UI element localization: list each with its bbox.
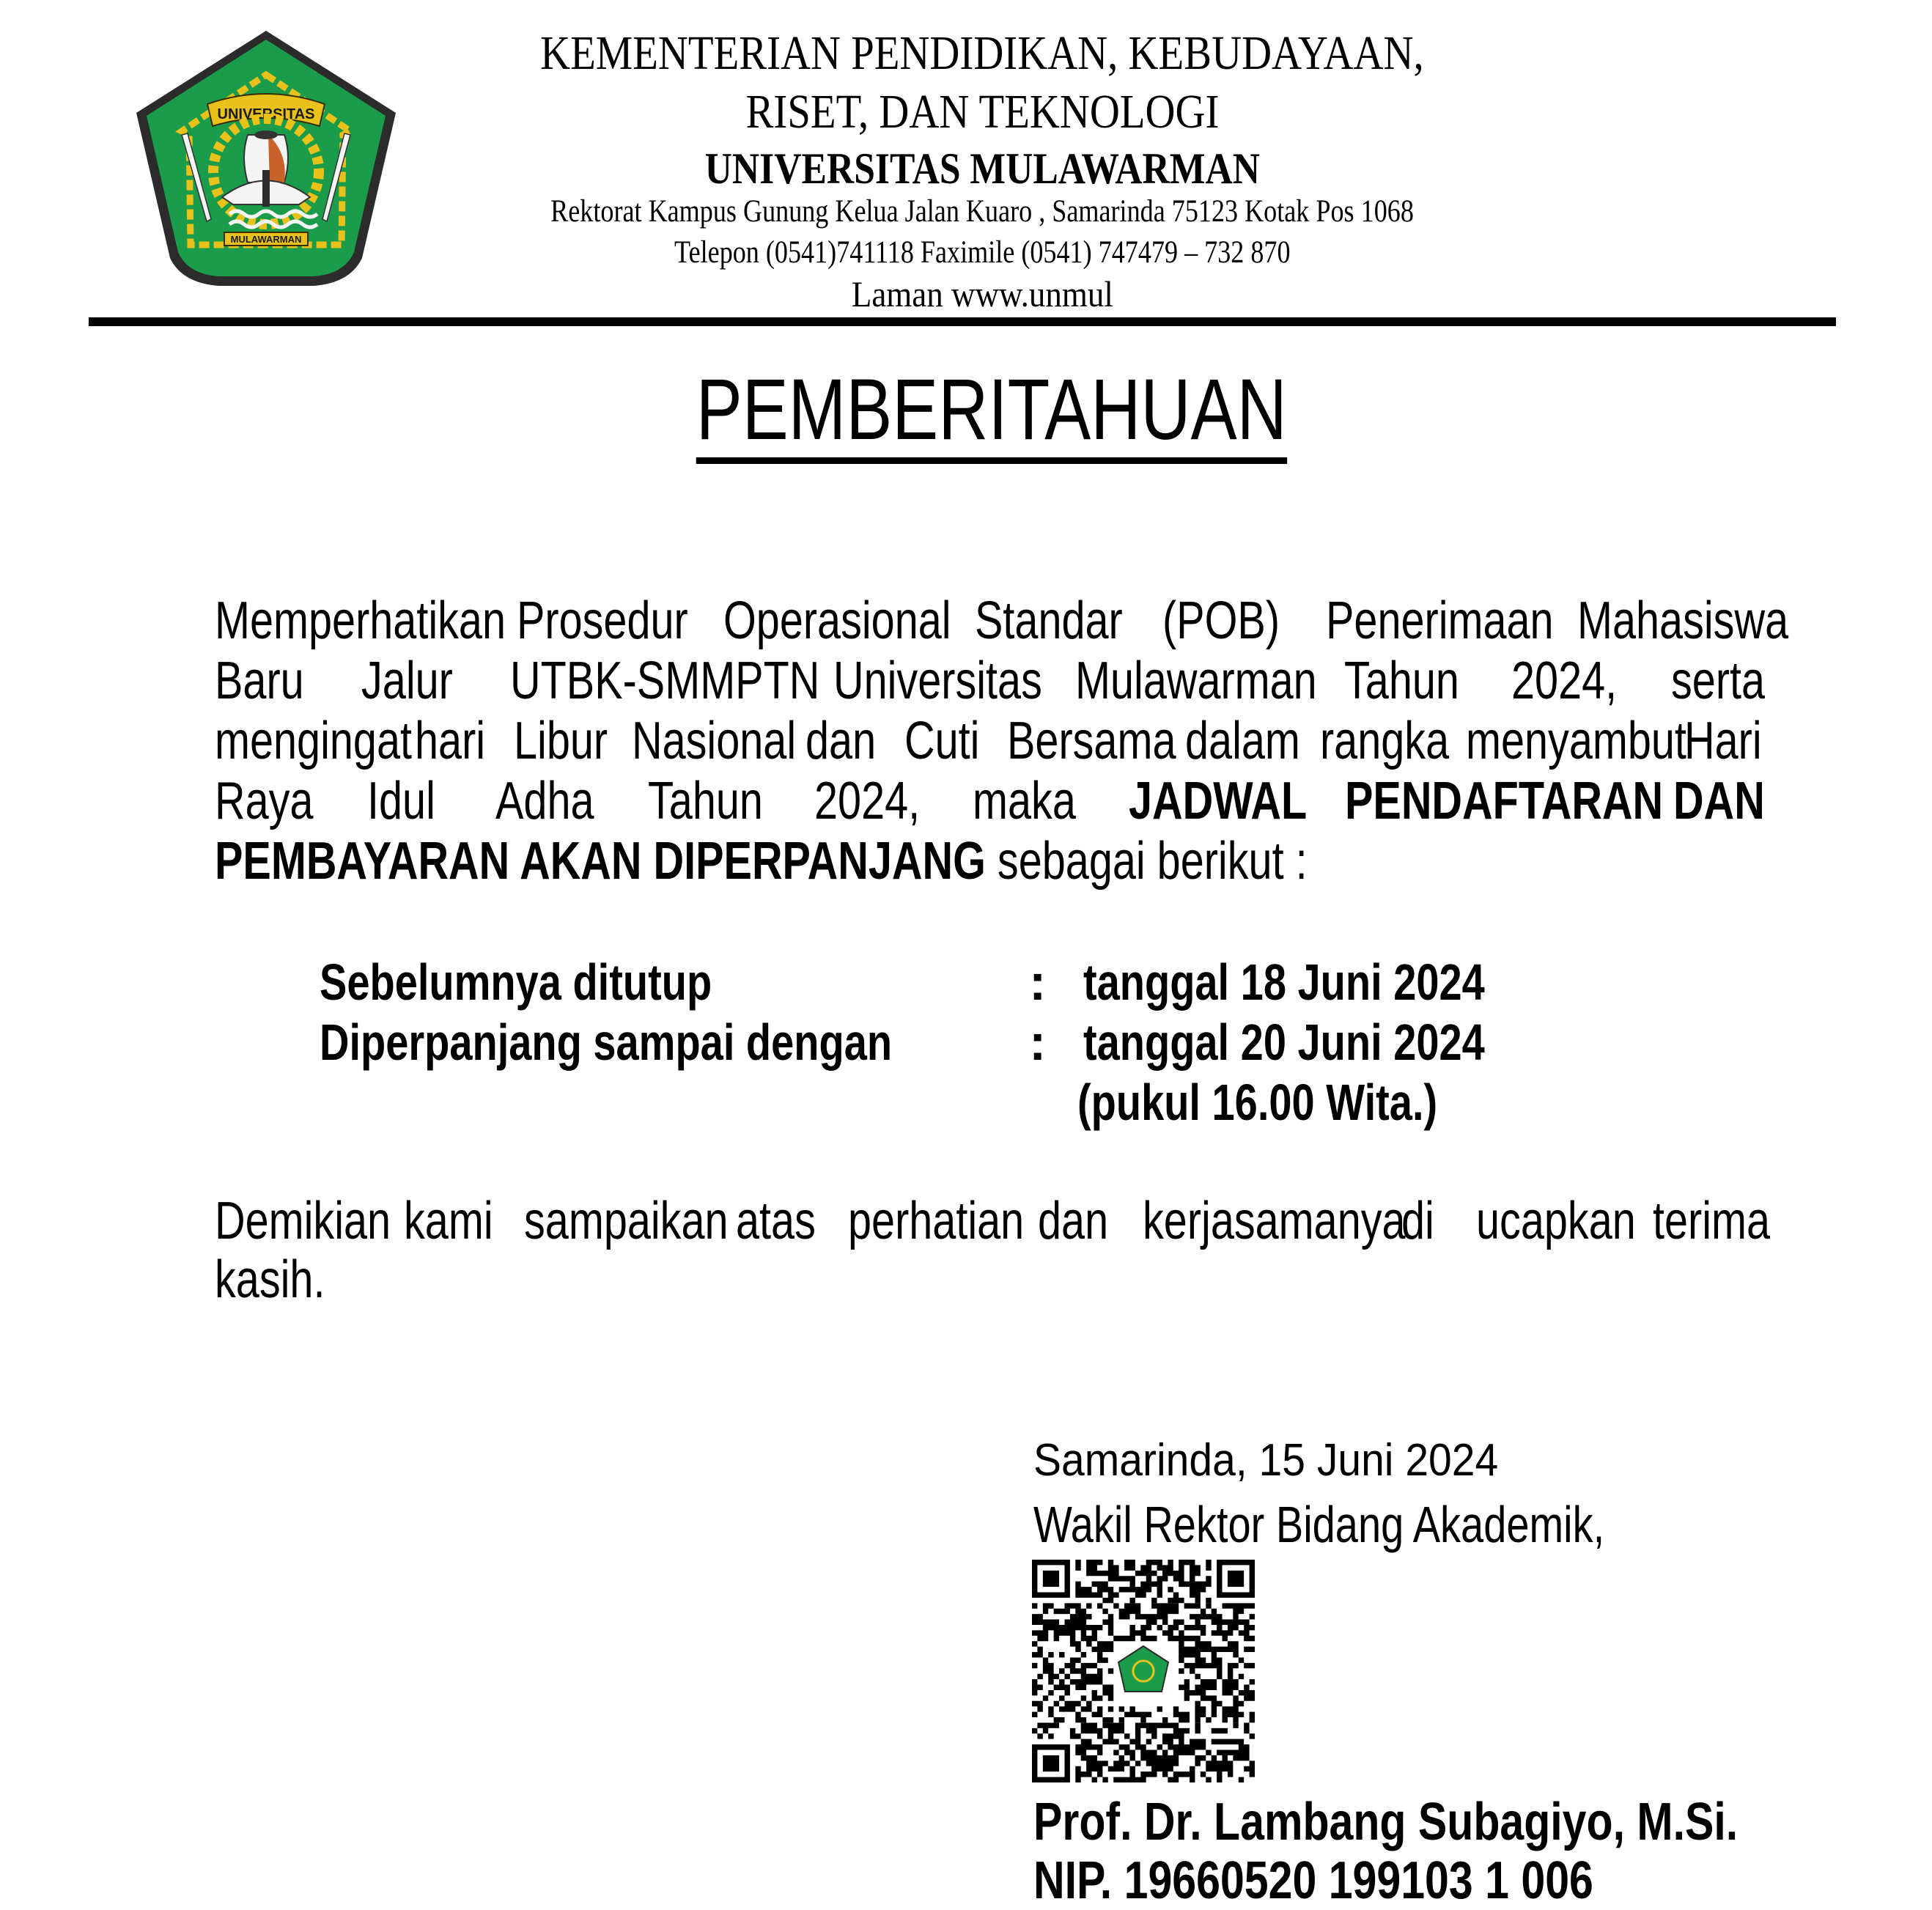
address-line: Rektorat Kampus Gunung Kelua Jalan Kuaro , Samarinda 75123 Kotak Pos 1068 — [550, 194, 1414, 229]
document-title: PEMBERITAHUAN — [696, 366, 1287, 464]
place-and-date: Samarinda, 15 Juni 2024 — [1033, 1435, 1499, 1486]
word: ucapkan — [1476, 1192, 1637, 1250]
schedule-value-extended: tanggal 20 Juni 2024 — [1083, 1014, 1485, 1071]
body-line-1 — [215, 591, 1789, 651]
word: Universitas — [833, 652, 1042, 710]
body-line-4 — [215, 771, 1765, 831]
justified-line — [215, 771, 1765, 831]
word: Jalur — [361, 652, 454, 710]
word: maka — [972, 772, 1076, 830]
svg-text:UNIVERSITAS: UNIVERSITAS — [217, 106, 315, 122]
body-line-5: PEMBAYARAN AKAN DIPERPANJANG sebagai berikut : — [215, 832, 1308, 891]
word: rangka — [1319, 712, 1449, 770]
university-logo — [130, 25, 402, 296]
word: hari — [415, 712, 486, 770]
word: Bersama — [1007, 712, 1176, 770]
word: Mahasiswa — [1577, 591, 1789, 650]
word: Demikian — [215, 1192, 391, 1250]
schedule-time-note: (pukul 16.00 Wita.) — [1077, 1074, 1438, 1131]
word: serta — [1671, 652, 1766, 710]
word: DAN — [1673, 772, 1765, 830]
word: Operasional — [723, 591, 951, 650]
word: mengingat — [215, 712, 412, 770]
word: 2024, — [1511, 652, 1618, 710]
phone-fax-line: Telepon (0541)741118 Faximile (0541) 747479 – 732 870 — [674, 235, 1291, 270]
signatory-name: Prof. Dr. Lambang Subagiyo, M.Si. — [1033, 1793, 1739, 1851]
word: Mulawarman — [1075, 652, 1318, 710]
word: Adha — [495, 772, 594, 830]
word: dalam — [1184, 712, 1300, 770]
word: Raya — [215, 772, 314, 830]
qr-code-signature — [1032, 1560, 1255, 1782]
word: PENDAFTARAN — [1345, 772, 1664, 830]
word: Idul — [367, 772, 436, 830]
word: dan — [1037, 1192, 1108, 1250]
word: terima — [1652, 1192, 1770, 1250]
word: Prosedur — [517, 591, 689, 650]
word: Standar — [975, 591, 1124, 650]
letterhead-divider — [89, 317, 1836, 326]
closing-line-2: kasih. — [215, 1250, 325, 1309]
word: Tahun — [1343, 652, 1459, 710]
schedule-label-extended: Diperpanjang sampai dengan — [320, 1014, 893, 1071]
word: JADWAL — [1128, 772, 1308, 830]
university-name: UNIVERSITAS MULAWARMAN — [704, 144, 1260, 193]
title-container — [0, 361, 1932, 464]
word: menyambut — [1465, 712, 1686, 770]
svg-text:MULAWARMAN: MULAWARMAN — [230, 234, 302, 245]
word: Cuti — [904, 712, 980, 770]
word: kami — [404, 1192, 493, 1250]
justified-line — [215, 651, 1766, 711]
justified-line — [215, 1191, 1770, 1251]
schedule-value-closed: tanggal 18 Juni 2024 — [1083, 954, 1485, 1011]
website-line: Laman www.unmul — [851, 273, 1113, 314]
signatory-nip: NIP. 19660520 199103 1 006 — [1033, 1851, 1593, 1910]
word: di — [1401, 1192, 1435, 1250]
schedule-sep-extended: : — [1029, 1014, 1047, 1071]
word: (POB) — [1162, 591, 1280, 650]
word: Baru — [215, 652, 304, 710]
schedule-sep-closed: : — [1029, 954, 1047, 1011]
word: UTBK-SMMPTN — [509, 652, 820, 710]
word: perhatian — [848, 1192, 1025, 1250]
word: kerjasamanya — [1143, 1192, 1406, 1250]
word: atas — [736, 1192, 816, 1250]
word: Nasional — [631, 712, 797, 770]
word: sampaikan — [523, 1192, 729, 1250]
qr-code-signature-icon — [1032, 1560, 1255, 1782]
word: Penerimaan — [1326, 591, 1554, 650]
body-line-3 — [215, 711, 1763, 771]
justified-line — [215, 711, 1763, 771]
university-crest-icon — [130, 25, 402, 296]
justified-line — [215, 591, 1789, 651]
word: 2024, — [814, 772, 920, 830]
word: Hari — [1684, 712, 1763, 770]
word: Memperhatikan — [215, 591, 506, 650]
word: Libur — [514, 712, 608, 770]
closing-line-1 — [215, 1191, 1770, 1251]
signatory-role: Wakil Rektor Bidang Akademik, — [1033, 1496, 1605, 1553]
emphasis-text: PEMBAYARAN AKAN DIPERPANJANG — [215, 832, 986, 891]
schedule-label-closed: Sebelumnya ditutup — [320, 954, 712, 1011]
word: dan — [805, 712, 877, 770]
body-line-2 — [215, 651, 1766, 711]
ministry-name-line-2: RISET, DAN TEKNOLOGI — [745, 85, 1219, 139]
word: Tahun — [648, 772, 764, 830]
ministry-name-line-1: KEMENTERIAN PENDIDIKAN, KEBUDAYAAN, — [540, 26, 1424, 80]
